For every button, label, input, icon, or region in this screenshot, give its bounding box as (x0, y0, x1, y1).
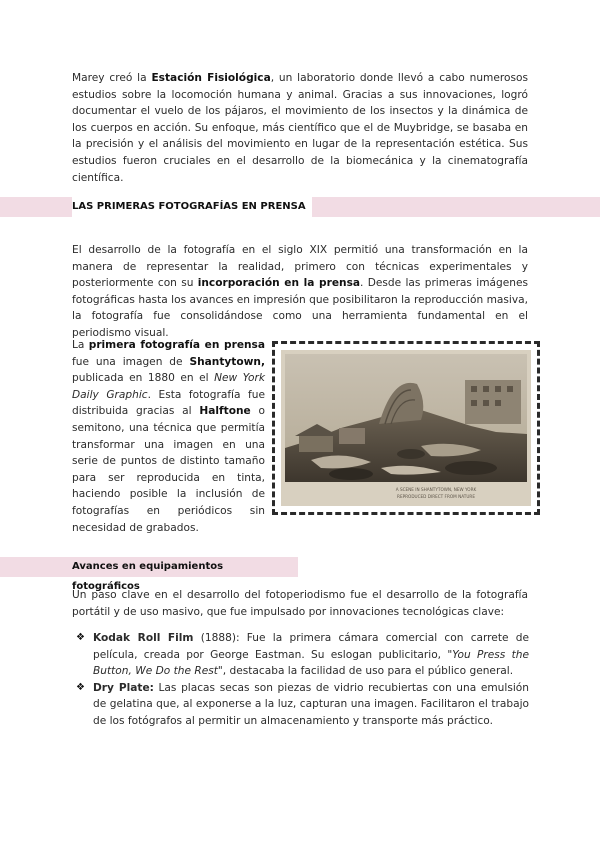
dry-plate-bold: Dry Plate: (93, 681, 154, 694)
section-heading-prensa: LAS PRIMERAS FOTOGRAFÍAS EN PRENSA (72, 197, 312, 217)
shantytown-bold: Shantytown, (189, 355, 265, 368)
equipment-list (76, 630, 529, 730)
prensa-paragraph: El desarrollo de la fotografía en el siglo XIX permitió una transformación en la manera de representar la realidad, primero con técnicas experimentales y posteriormente con su incorporación en la prensa. Desde las primeras imágenes fotográficas hasta los avances en impresión que posibilitaron la reproducción masiva, la fotografía fue consolidándose como una herramienta fundamental en el periodismo visual. (72, 244, 528, 339)
diamond-bullet-icon: ❖ (76, 632, 85, 643)
kodak-bold: Kodak Roll Film (93, 632, 194, 644)
equipamientos-paragraph: Un paso clave en el desarrollo del fotoperiodismo fue el desarrollo de la fotografía portátil y de uso masivo, que fue impulsado por innovaciones tecnológicas clave: (72, 589, 528, 618)
list-item-dry-plate: ❖ Dry Plate: Las placas secas son piezas de vidrio recubiertas con una emulsión de gelatina que, al exponerse a la luz, capturan una imagen. Facilitaron el trabajo de los fotógrafos al permitir un almacenamiento y transporte más práctico. (76, 681, 529, 727)
list-item-kodak: ❖ Kodak Roll Film (1888): Fue la primera cámara comercial con carrete de película, creada por George Eastman. Su eslogan publicitario, "You Press the Button, We Do the Rest", destacaba la facilidad de uso para el público general. (76, 632, 529, 678)
diamond-bullet-icon: ❖ (76, 681, 85, 693)
intro-paragraph: Marey creó la Estación Fisiológica, un laboratorio donde llevó a cabo numerosos estudios sobre la locomoción humana y animal. Gracias a sus innovaciones, logró documentar el vuelo de los pájaros, el movimiento de los insectos y la dinámica de los cuerpos en acción. Su enfoque, más científico que el de Muybridge, se basaba en la precisión y el análisis del movimiento en lugar de la representación estética. Sus estudios fueron cruciales en el desarrollo de la biomecánica y la cinematografía científica. (72, 72, 528, 184)
kodak-slogan-italic: "You Press the Button, We Do the Rest" (93, 648, 529, 678)
shantytown-photo-frame (272, 341, 540, 515)
halftone-bold: Halftone (199, 405, 251, 418)
section-band-prensa (0, 197, 600, 217)
photo-caption-line1: A SCENE IN SHANTYTOWN, NEW YORK (395, 487, 477, 492)
estacion-fisiologica-bold: Estación Fisiológica (151, 72, 271, 84)
newspaper-title-italic: New York Daily Graphic (72, 372, 265, 401)
incorporacion-bold: incorporación en la prensa (197, 277, 361, 290)
photo-caption-line2: REPRODUCED DIRECT FROM NATURE (397, 494, 475, 499)
shantytown-photo (281, 350, 531, 506)
shantytown-paragraph: La primera fotografía en prensa fue una imagen de Shantytown, publicada en 1880 en el New York Daily Graphic. Esta fotografía fue distribuida gracias al Halftone o semitono, una técnica que permitía transformar una imagen en una serie de puntos de distinto tamaño para ser reproducida en tinta, haciendo posible la inclusión de fotografías en periódicos sin necesidad de grabados. (72, 339, 266, 534)
section-heading-equipamientos: Avances en equipamientos fotográficos (72, 561, 224, 592)
primera-fotografia-bold: primera fotografía en prensa (88, 339, 266, 351)
section-band-equipamientos (0, 557, 298, 592)
